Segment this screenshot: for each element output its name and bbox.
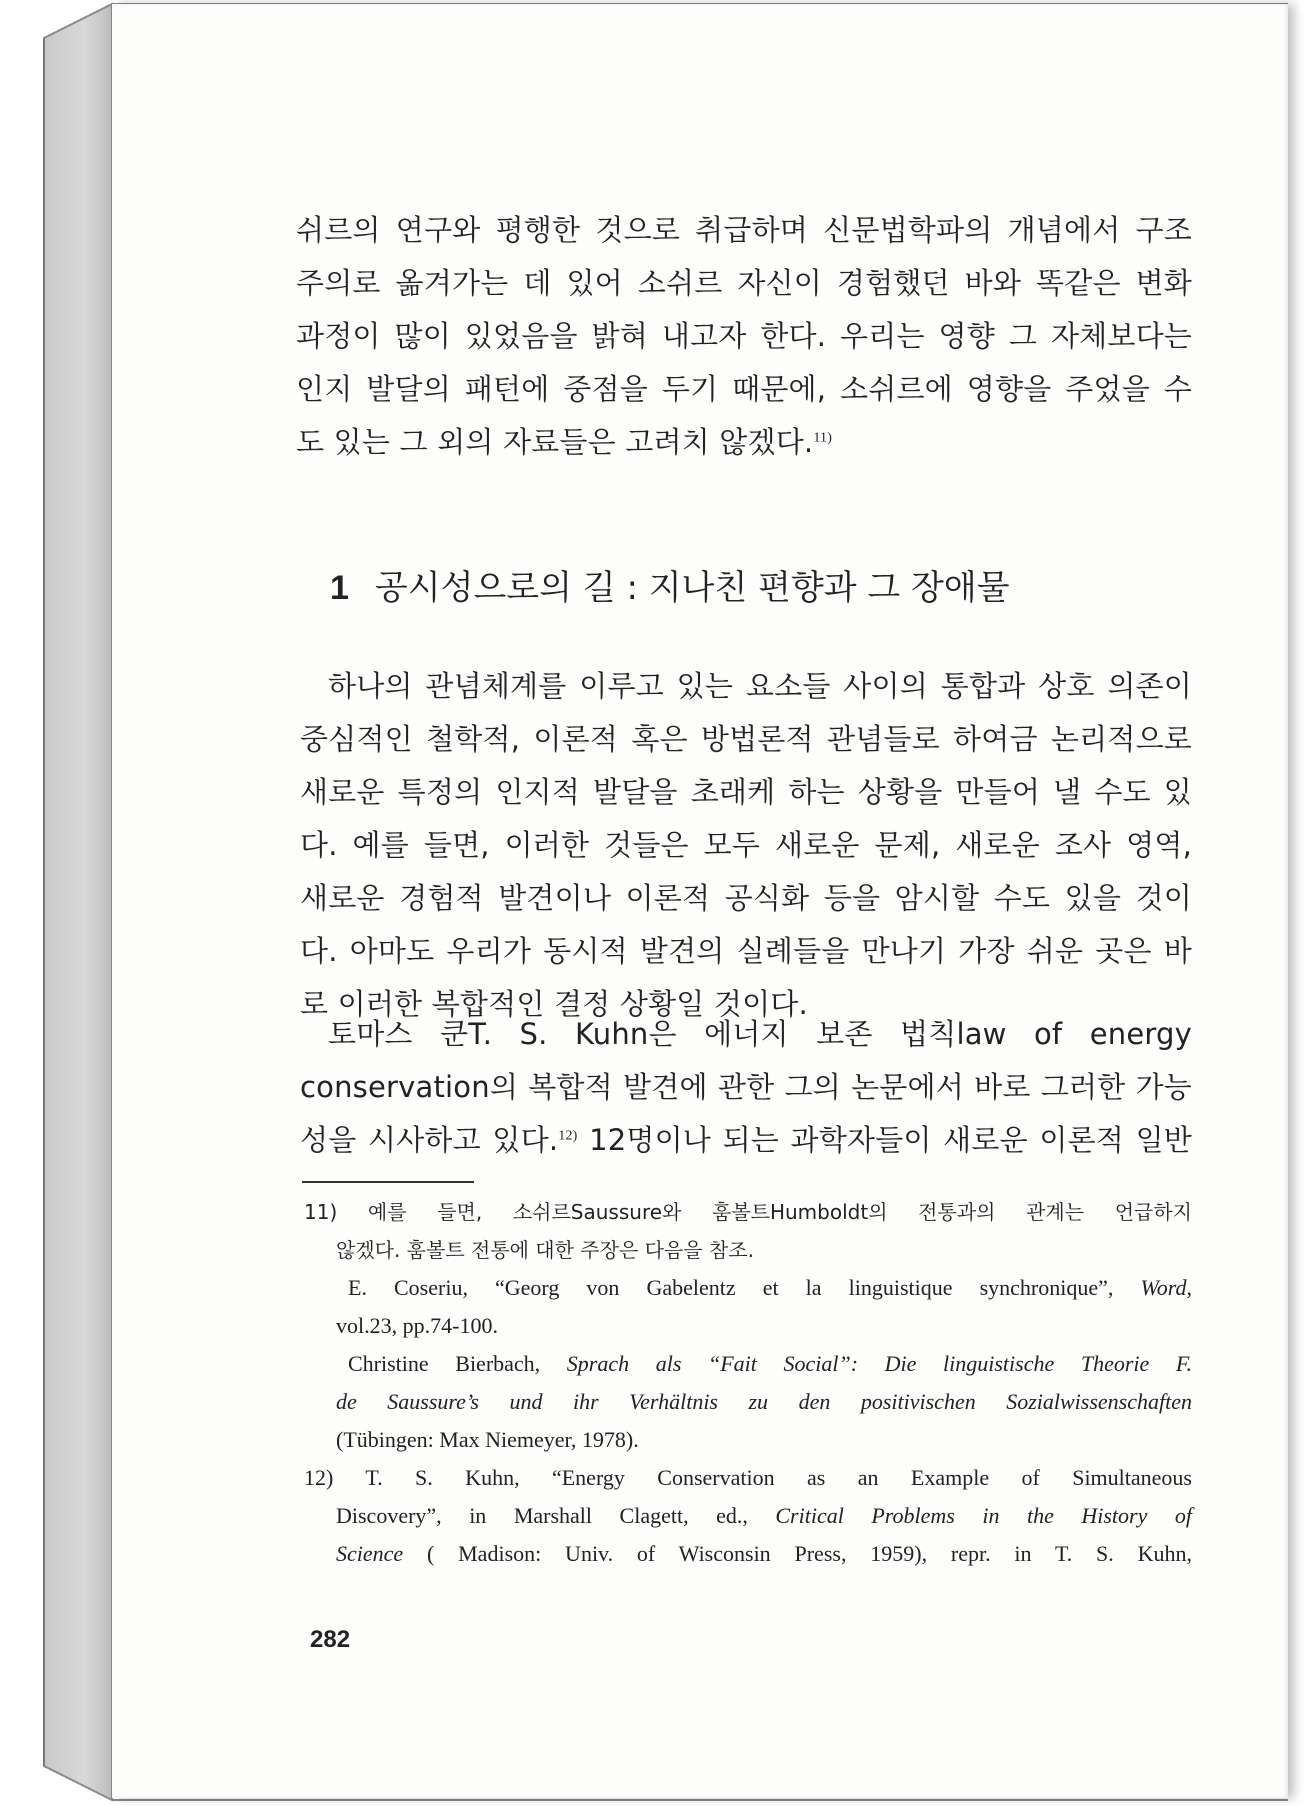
text-line: 로 이러한 복합적인 결정 상황일 것이다. xyxy=(300,987,808,1021)
section-number: 1 xyxy=(330,569,349,607)
footnote-11-line: 않겠다. 훔볼트 전통에 대한 주장은 다음을 참조. xyxy=(336,1238,754,1262)
footnote-12-line: 12) T. S. Kuhn, “Energy Conservation as an Example of Simultaneous xyxy=(304,1465,1192,1490)
section-title: 공시성으로의 길 : 지나친 편향과 그 장애물 xyxy=(374,568,1010,608)
book-title: Critical Problems in the History of xyxy=(775,1503,1192,1528)
text-line xyxy=(296,416,1192,469)
footnote-11-line: vol.23, pp.74-100. xyxy=(336,1313,498,1338)
footnotes xyxy=(304,1193,1192,1573)
footnote-ref-11: 11) xyxy=(813,430,833,446)
footnote-11-line xyxy=(304,1383,1192,1421)
text-line: 과정이 많이 있었음을 밝혀 내고자 한다. 우리는 영향 그 자체보다는 xyxy=(296,319,1192,353)
text-line: 다. 예를 들면, 이러한 것들은 모두 새로운 문제, 새로운 조사 영역, xyxy=(300,828,1192,862)
footnote-12-line xyxy=(304,1535,1192,1573)
footnote-11-line xyxy=(304,1345,1192,1383)
text-fragment: Discovery”, in Marshall Clagett, ed., xyxy=(336,1503,776,1528)
text-line: 다. 아마도 우리가 동시적 발견의 실례들을 만나기 가장 쉬운 곳은 바 xyxy=(300,934,1192,968)
text-line: 주의로 옮겨가는 데 있어 소쉬르 자신이 경험했던 바와 똑같은 변화 xyxy=(296,266,1192,300)
book-title: Sprach als “Fait Social”: Die linguistische Theorie F. xyxy=(566,1351,1192,1376)
footnote-ref-12: 12) xyxy=(558,1128,578,1144)
text-line: 중심적인 철학적, 이론적 혹은 방법론적 관념들로 하여금 논리적으로 xyxy=(300,722,1192,756)
footnote-11-line: (Tübingen: Max Niemeyer, 1978). xyxy=(336,1427,639,1452)
body-paragraph-1 xyxy=(300,660,1192,1031)
text-fragment: ( Madison: Univ. of Wisconsin Press, 1959), repr. in T. S. Kuhn, xyxy=(403,1541,1192,1566)
text-fragment: Christine Bierbach, xyxy=(348,1351,567,1376)
text-line xyxy=(300,1114,1192,1167)
text-line: 새로운 특정의 인지적 발달을 초래케 하는 상황을 만들어 낼 수도 있 xyxy=(300,775,1192,809)
text-line: 인지 발달의 패턴에 중점을 두기 때문에, 소쉬르에 영향을 주었을 수 xyxy=(296,372,1192,406)
text-fragment: 도 있는 그 외의 자료들은 고려치 않겠다. xyxy=(296,425,814,459)
text-line: 쉬르의 연구와 평행한 것으로 취급하며 신문법학파의 개념에서 구조 xyxy=(296,213,1192,247)
text-line: conservation의 복합적 발견에 관한 그의 논문에서 바로 그러한 가능 xyxy=(300,1070,1192,1104)
text-line: 하나의 관념체계를 이루고 있는 요소들 사이의 통합과 상호 의존이 xyxy=(328,669,1192,703)
footnote-11-line: 11) 예를 들면, 소쉬르Saussure와 훔볼트Humboldt의 전통과의 관계는 언급하지 xyxy=(304,1200,1192,1224)
footnote-11-line xyxy=(304,1269,1192,1307)
text-line: 새로운 경험적 발견이나 이론적 공식화 등을 암시할 수도 있을 것이 xyxy=(300,881,1192,915)
book-title: Science xyxy=(336,1541,404,1566)
footnote-12-line xyxy=(304,1497,1192,1535)
section-heading xyxy=(330,560,1010,609)
page-number: 282 xyxy=(310,1626,351,1653)
text-fragment: 12명이나 되는 과학자들이 새로운 이론적 일반 xyxy=(577,1123,1192,1157)
book-title: de Saussure’s und ihr Verhältnis zu den positivischen Sozialwissenschaften xyxy=(336,1389,1192,1414)
text-fragment: 성을 시사하고 있다. xyxy=(300,1123,559,1157)
text-line: 토마스 쿤T. S. Kuhn은 에너지 보존 법칙law of energy xyxy=(328,1017,1192,1051)
journal-title: Word, xyxy=(1140,1275,1192,1300)
intro-paragraph xyxy=(296,204,1192,469)
text-fragment: E. Coseriu, “Georg von Gabelentz et la linguistique synchronique”, xyxy=(348,1275,1141,1300)
body-paragraph-2 xyxy=(300,1008,1192,1167)
footnote-divider xyxy=(302,1181,474,1183)
